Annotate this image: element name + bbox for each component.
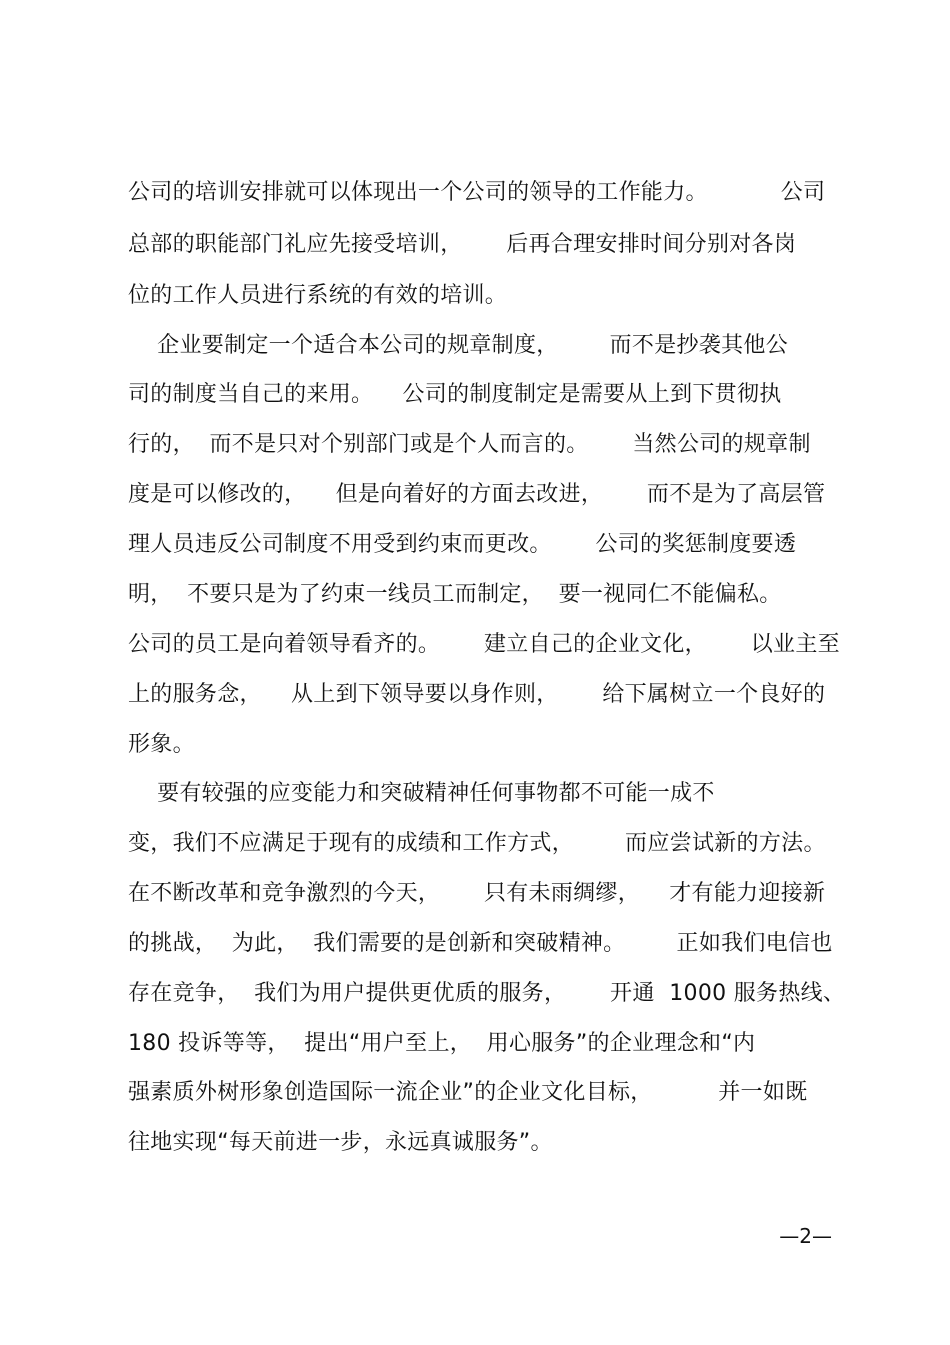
body-line: 理人员违反公司制度不用受到约束而更改。 公司的奖惩制度要透 bbox=[128, 532, 797, 557]
body-line: 度是可以修改的， 但是向着好的方面去改进， 而不是为了高层管 bbox=[128, 482, 826, 507]
body-line: 180 投诉等等， 提出“用户至上， 用心服务”的企业理念和“内 bbox=[128, 1031, 756, 1056]
body-line: 变，我们不应满足于现有的成绩和工作方式， 而应尝试新的方法。 bbox=[128, 831, 826, 856]
body-line: 公司的员工是向着领导看齐的。 建立自己的企业文化， 以业主至 bbox=[128, 632, 840, 657]
page-number: —2— bbox=[779, 1224, 832, 1248]
body-line: 的挑战， 为此， 我们需要的是创新和突破精神。 正如我们电信也 bbox=[128, 931, 833, 956]
body-line: 强素质外树形象创造国际一流企业”的企业文化目标， 并一如既 bbox=[128, 1080, 808, 1105]
body-line: 明， 不要只是为了约束一线员工而制定， 要一视同仁不能偏私。 bbox=[128, 582, 782, 607]
body-line: 总部的职能部门礼应先接受培训， 后再合理安排时间分别对各岗 bbox=[128, 232, 797, 257]
body-line: 司的制度当自己的来用。 公司的制度制定是需要从上到下贯彻执 bbox=[128, 382, 782, 407]
body-line: 位的工作人员进行系统的有效的培训。 bbox=[128, 283, 508, 308]
body-line: 行的， 而不是只对个别部门或是个人而言的。 当然公司的规章制 bbox=[128, 432, 811, 457]
body-line: 企业要制定一个适合本公司的规章制度， 而不是抄袭其他公 bbox=[128, 333, 789, 358]
body-line: 在不断改革和竞争激烈的今天， 只有未雨绸缪， 才有能力迎接新 bbox=[128, 881, 826, 906]
body-line: 往地实现“每天前进一步，永远真诚服务”。 bbox=[128, 1130, 553, 1155]
body-line: 要有较强的应变能力和突破精神任何事物都不可能一成不 bbox=[128, 781, 715, 806]
body-line: 公司的培训安排就可以体现出一个公司的领导的工作能力。 公司 bbox=[128, 180, 826, 205]
body-line: 存在竞争， 我们为用户提供更优质的服务， 开通 1000 服务热线、 bbox=[128, 981, 846, 1006]
body-line: 上的服务念， 从上到下领导要以身作则， 给下属树立一个良好的 bbox=[128, 682, 826, 707]
body-line: 形象。 bbox=[128, 732, 195, 757]
